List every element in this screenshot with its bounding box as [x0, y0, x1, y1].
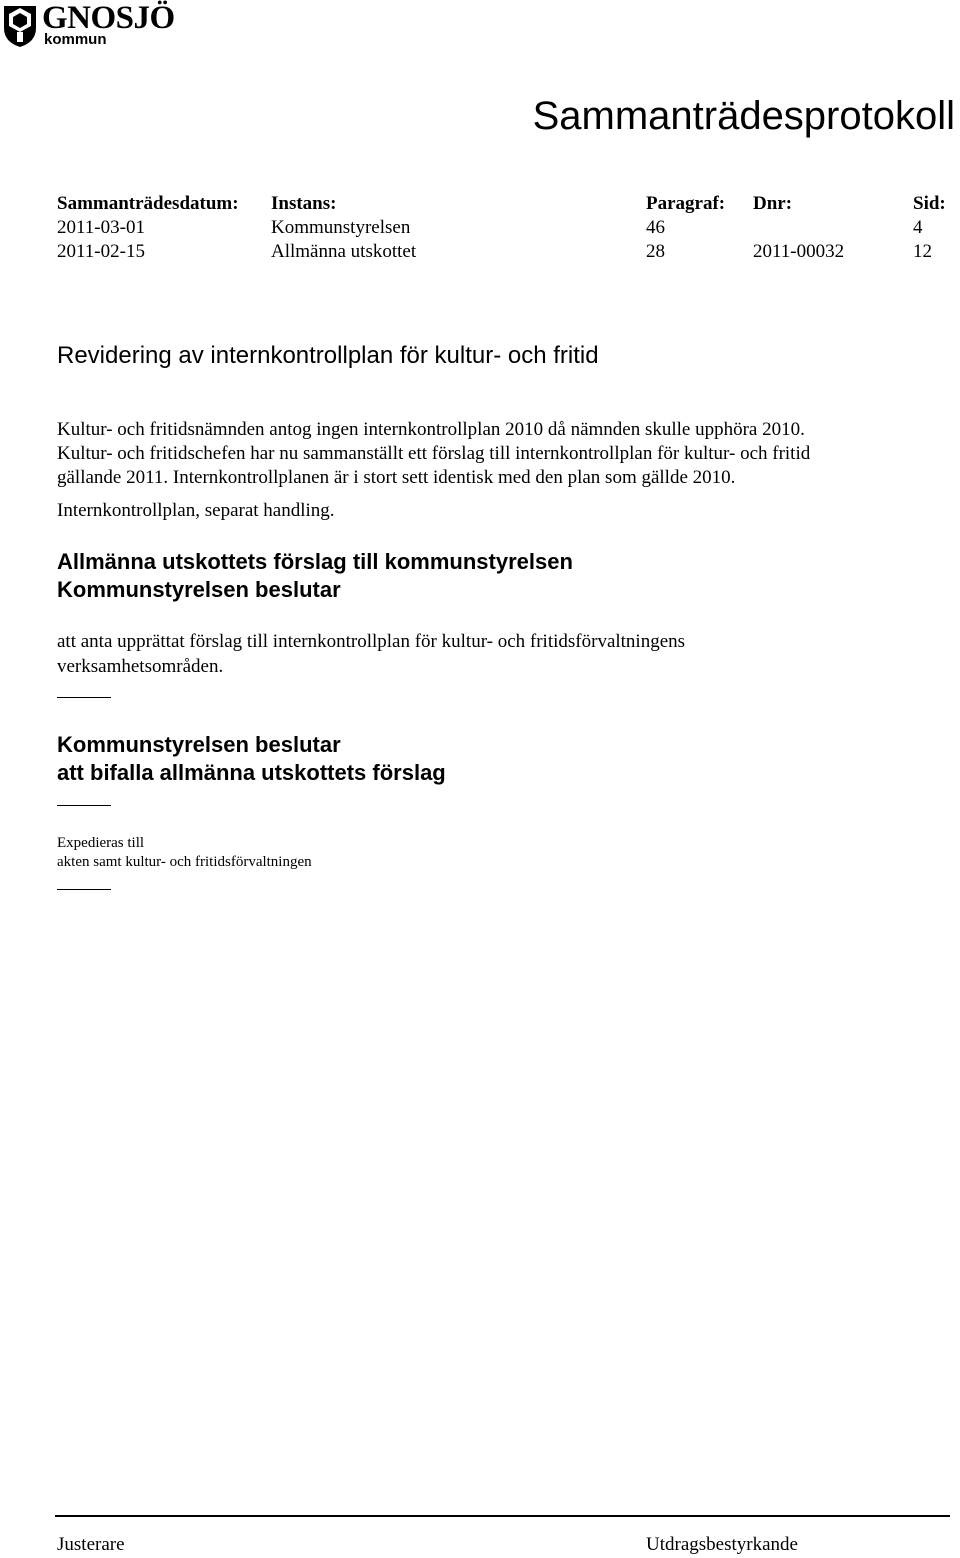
meta-row-1-paragraph: 46	[646, 217, 665, 238]
footer-rule	[55, 1515, 950, 1517]
proposal-heading: Allmänna utskottets förslag till kommunstyrelsen	[57, 549, 573, 574]
decision-text: att bifalla allmänna utskottets förslag	[57, 760, 446, 785]
logo-sub: kommun	[44, 31, 107, 48]
body-line-2: Kultur- och fritidschefen har nu sammanställt ett förslag till internkontrollplan för kultur- och fritid	[57, 443, 811, 464]
meta-header-instance: Instans:	[271, 193, 337, 214]
proposal-text-line-1: att anta upprättat förslag till internkontrollplan för kultur- och fritidsförvaltningens	[57, 631, 686, 652]
separator-rule-3	[57, 889, 111, 890]
meta-row-2-paragraph: 28	[646, 241, 665, 262]
meta-row-2-instance: Allmänna utskottet	[271, 241, 417, 262]
footer-justerare: Justerare	[57, 1534, 125, 1555]
decision-heading: Kommunstyrelsen beslutar	[57, 732, 341, 757]
meta-row-2-dnr: 2011-00032	[753, 241, 845, 262]
separator-rule-2	[57, 805, 111, 806]
meta-header-page: Sid:	[913, 193, 946, 214]
municipality-crest-icon	[2, 4, 38, 48]
footer-utdragsbestyrkande: Utdragsbestyrkande	[646, 1534, 798, 1555]
document-title: Sammanträdesprotokoll	[532, 94, 955, 138]
meta-row-1-page: 4	[913, 217, 923, 238]
logo-name: GNOSJÖ	[42, 0, 175, 36]
meta-row-2-page: 12	[913, 241, 932, 262]
proposal-subheading: Kommunstyrelsen beslutar	[57, 577, 341, 602]
section-title: Revidering av internkontrollplan för kultur- och fritid	[57, 342, 599, 369]
distribution-label: Expedieras till	[57, 835, 145, 851]
gnosjo-kommun-logo	[2, 2, 177, 50]
meta-header-dnr: Dnr:	[753, 193, 793, 214]
body-line-1: Kultur- och fritidsnämnden antog ingen internkontrollplan 2010 då nämnden skulle upphöra 2010.	[57, 419, 805, 440]
body-line-3: gällande 2011. Internkontrollplanen är i stort sett identisk med den plan som gällde 2010.	[57, 467, 736, 488]
separator-rule-1	[57, 697, 111, 698]
meta-row-1-instance: Kommunstyrelsen	[271, 217, 411, 238]
meta-header-date: Sammanträdesdatum:	[57, 193, 239, 214]
meta-header-paragraph: Paragraf:	[646, 193, 726, 214]
meta-row-2-date: 2011-02-15	[57, 241, 145, 262]
attachment-note: Internkontrollplan, separat handling.	[57, 500, 335, 521]
meta-row-1-date: 2011-03-01	[57, 217, 145, 238]
distribution-recipients: akten samt kultur- och fritidsförvaltningen	[57, 854, 312, 870]
proposal-text-line-2: verksamhetsområden.	[57, 656, 224, 677]
